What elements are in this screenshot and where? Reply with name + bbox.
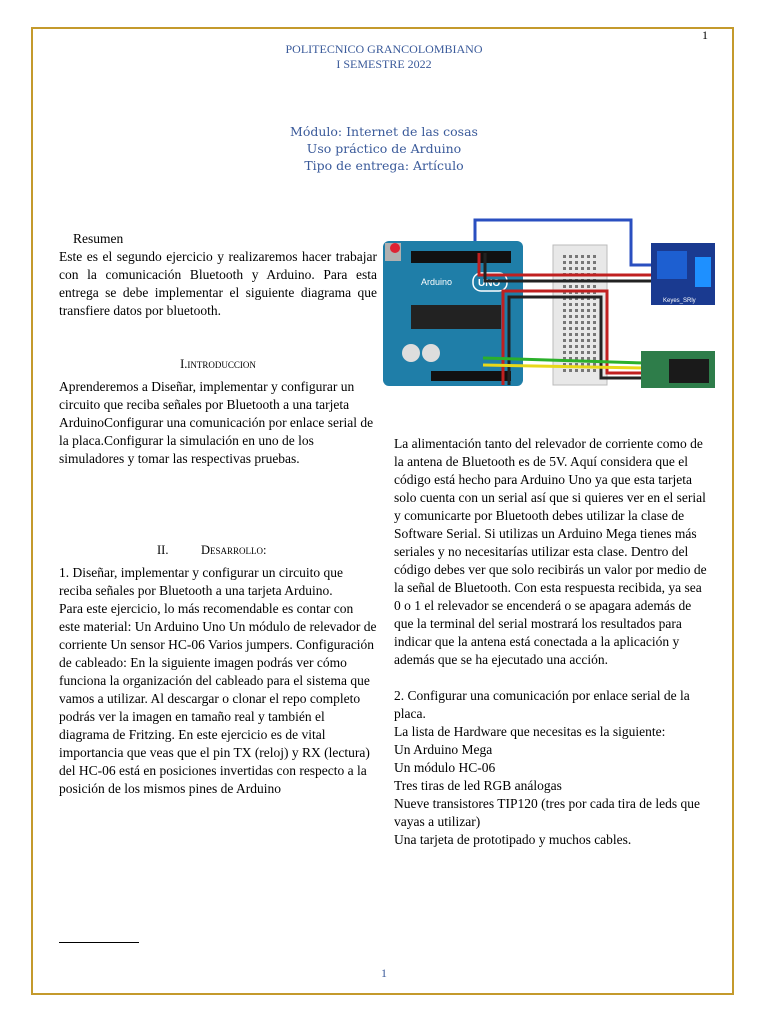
arduino-brand-label: Arduino	[421, 277, 453, 287]
header-semester: I SEMESTRE 2022	[336, 57, 432, 71]
circuit-diagram	[383, 213, 723, 388]
right-column	[394, 435, 710, 849]
footnote-separator	[59, 942, 139, 943]
arduino-model-label: UNO	[478, 278, 501, 289]
module-title: Módulo: Internet de las cosas	[290, 124, 478, 139]
relay-component	[657, 251, 687, 279]
intro-heading: I.introduccion	[180, 357, 256, 371]
development-paragraph-2: Para este ejercicio, lo más recomendable es contar con este material: Un Arduino Uno Un módulo de relevador de corriente Un sensor HC-06 Varios jumpers. Configuración de cableado: En la siguiente imagen podrás ver cómo funciona la organización del cableado para el sistema que vamos a utilizar. Al descargar o clonar el repo completo podrás ver la imagen en tamaño real y también el diagrama de Fritzing. En este ejercicio es de vital importancia que veas que el pin TX (reloj) y RX (lectura) del HC-06 está en posiciones invertidas con respecto a la posición de los mismos pines de Arduino	[59, 601, 377, 796]
relay-terminals	[695, 257, 711, 287]
page-number-top: 1	[702, 28, 708, 42]
capacitor-2	[422, 344, 440, 362]
serial-section-title: 2. Configurar una comunicación por enlace serial de la placa.	[394, 688, 690, 721]
relay-label: Keyes_SRly	[663, 298, 696, 304]
abstract-text: Este es el segundo ejercicio y realizaremos hacer trabajar con la comunicación Bluetooth y Arduino. Para esta entrega se debe implementar el siguiente diagrama que transfiere datos por bluetooth.	[59, 249, 377, 318]
development-section	[59, 564, 377, 798]
hardware-list-item: Tres tiras de led RGB análogas	[394, 778, 562, 793]
development-heading-title: Desarrollo:	[201, 543, 267, 557]
analog-header	[431, 371, 511, 381]
hardware-intro: La lista de Hardware que necesitas es la siguiente:	[394, 724, 666, 739]
page-number-bottom: 1	[381, 966, 387, 980]
microcontroller-chip	[411, 305, 501, 329]
intro-text: Aprenderemos a Diseñar, implementar y configurar un circuito que reciba señales por Bluetooth a una tarjeta ArduinoConfigurar una comunicación por enlace serial de la placa.Configurar la simulación en uno de los simuladores y tomar las respectivas pruebas.	[59, 379, 374, 466]
header-institution: POLITECNICO GRANCOLOMBIANO	[285, 42, 483, 56]
hardware-list-item: Un módulo HC-06	[394, 760, 496, 775]
delivery-type: Tipo de entrega: Artículo	[304, 158, 464, 173]
module-subtitle: Uso práctico de Arduino	[306, 141, 462, 156]
bluetooth-chip	[669, 359, 709, 383]
development-paragraph-1: 1. Diseñar, implementar y configurar un circuito que reciba señales por Bluetooth a una tarjeta Arduino.	[59, 565, 343, 598]
module-block	[0, 123, 768, 174]
hardware-list-item: Nueve transistores TIP120 (tres por cada tira de leds que vayas a utilizar)	[394, 796, 701, 829]
capacitor-1	[402, 344, 420, 362]
hardware-list-item: Un Arduino Mega	[394, 742, 493, 757]
abstract-section	[59, 230, 377, 320]
digital-header	[411, 251, 511, 263]
abstract-heading: Resumen	[73, 231, 124, 246]
breadboard-holes	[561, 253, 599, 373]
hardware-list-item: Una tarjeta de prototipado y muchos cables.	[394, 832, 632, 847]
development-heading-number: II.	[157, 543, 169, 557]
reset-button	[390, 243, 400, 253]
power-paragraph: La alimentación tanto del relevador de corriente como de la antena de Bluetooth es de 5V. Aquí considera que el código está hecho para Arduino Uno ya que esta tarjeta solo cuenta con un serial así que si quieres ver en el serial y comunicarte por Bluetooth debes utilizar la clase de Software Serial. Si utilizas un Arduino Mega tienes más seriales y no necesitarías utilizar esta clase. Dentro del código debes ver que solo recibirás un valor por medio de la señal de Bluetooth. Con esta respuesta recibida, ya sea 0 o 1 el relevador se encenderá o se apagara además de que la terminal del serial mostrará los resultados para indicar que la antena está conectada a la aplicación y además que se ha ejecutado una acción.	[394, 436, 707, 667]
